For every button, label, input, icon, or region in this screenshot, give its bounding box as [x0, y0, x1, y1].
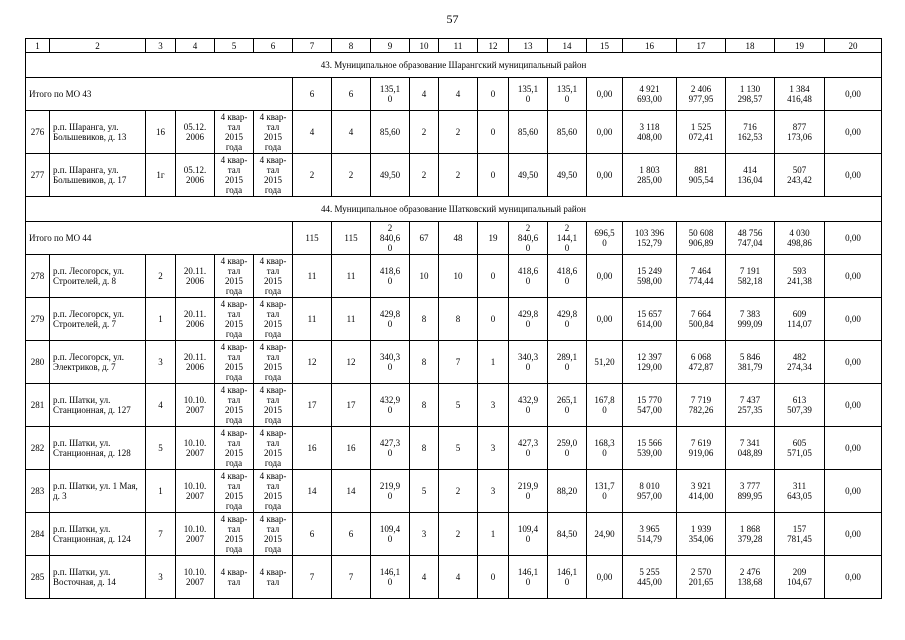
address-cell: р.п. Лесогорск, ул. Электриков, д. 7: [50, 341, 146, 384]
data-cell: 146,1 0: [371, 556, 410, 599]
column-number-cell: 2: [50, 39, 146, 53]
total-cell: 1 384 416,48: [775, 78, 825, 111]
data-cell: 4 квар- тал 2015 года: [215, 341, 254, 384]
data-cell: 3: [146, 556, 176, 599]
data-cell: 283: [26, 470, 50, 513]
data-cell: 10.10. 2007: [176, 384, 215, 427]
data-cell: 0,00: [825, 111, 882, 154]
data-cell: 10.10. 2007: [176, 470, 215, 513]
data-cell: 7 437 257,35: [726, 384, 775, 427]
column-number-cell: 13: [509, 39, 548, 53]
data-cell: 14: [293, 470, 332, 513]
data-cell: 16: [146, 111, 176, 154]
table-row: [26, 384, 882, 427]
total-cell: 0,00: [825, 78, 882, 111]
data-cell: 15 770 547,00: [623, 384, 677, 427]
total-cell: 19: [478, 222, 509, 255]
data-cell: 8: [410, 384, 439, 427]
data-cell: 2: [410, 111, 439, 154]
data-cell: 10.10. 2007: [176, 513, 215, 556]
data-cell: 3 921 414,00: [677, 470, 726, 513]
data-cell: 4 квар- тал 2015 года: [254, 255, 293, 298]
total-cell: 50 608 906,89: [677, 222, 726, 255]
data-cell: 16: [293, 427, 332, 470]
data-cell: 4 квар- тал 2015 года: [254, 384, 293, 427]
data-cell: 2 570 201,65: [677, 556, 726, 599]
data-cell: 0,00: [587, 111, 623, 154]
section-row: [26, 53, 882, 78]
data-cell: 11: [332, 255, 371, 298]
data-cell: 3: [478, 384, 509, 427]
data-cell: 605 571,05: [775, 427, 825, 470]
data-cell: 6: [293, 513, 332, 556]
data-cell: 1: [146, 298, 176, 341]
data-cell: 15 249 598,00: [623, 255, 677, 298]
data-cell: 4 квар- тал 2015 года: [215, 111, 254, 154]
data-cell: 05.12. 2006: [176, 111, 215, 154]
data-cell: 881 905,54: [677, 154, 726, 197]
data-cell: 7: [439, 341, 478, 384]
total-label: Итого по МО 43: [26, 78, 293, 111]
table-row: [26, 341, 882, 384]
total-cell: 48: [439, 222, 478, 255]
column-number-cell: 7: [293, 39, 332, 53]
data-cell: 1 525 072,41: [677, 111, 726, 154]
data-cell: 5: [439, 427, 478, 470]
data-cell: 0,00: [825, 298, 882, 341]
data-cell: 280: [26, 341, 50, 384]
data-cell: 4 квар- тал 2015 года: [215, 384, 254, 427]
data-cell: 340,3 0: [371, 341, 410, 384]
total-cell: 135,1 0: [371, 78, 410, 111]
data-cell: 3: [146, 341, 176, 384]
data-cell: 17: [293, 384, 332, 427]
total-cell: 4: [410, 78, 439, 111]
data-cell: 16: [332, 427, 371, 470]
data-cell: 1: [146, 470, 176, 513]
data-cell: 4 квар- тал 2015 года: [215, 427, 254, 470]
data-cell: 4 квар- тал 2015 года: [254, 341, 293, 384]
data-cell: 1 868 379,28: [726, 513, 775, 556]
total-cell: 4: [439, 78, 478, 111]
column-number-cell: 20: [825, 39, 882, 53]
data-cell: 276: [26, 111, 50, 154]
data-cell: 3: [478, 470, 509, 513]
data-cell: 1: [478, 341, 509, 384]
data-cell: 51,20: [587, 341, 623, 384]
data-cell: 12: [332, 341, 371, 384]
data-cell: 432,9 0: [509, 384, 548, 427]
total-cell: 2 840,6 0: [509, 222, 548, 255]
address-cell: р.п. Шатки, ул. Станционная, д. 128: [50, 427, 146, 470]
data-cell: 3 965 514,79: [623, 513, 677, 556]
data-cell: 2: [293, 154, 332, 197]
data-cell: 20.11. 2006: [176, 298, 215, 341]
data-cell: 8: [410, 341, 439, 384]
data-cell: 15 657 614,00: [623, 298, 677, 341]
column-number-cell: 18: [726, 39, 775, 53]
total-row: [26, 222, 882, 255]
data-cell: 507 243,42: [775, 154, 825, 197]
data-cell: 1 803 285,00: [623, 154, 677, 197]
data-cell: 146,1 0: [509, 556, 548, 599]
column-number-cell: 14: [548, 39, 587, 53]
data-cell: 5: [439, 384, 478, 427]
data-cell: 14: [332, 470, 371, 513]
address-cell: р.п. Лесогорск, ул. Строителей, д. 8: [50, 255, 146, 298]
total-cell: 2 406 977,95: [677, 78, 726, 111]
data-cell: 0,00: [825, 384, 882, 427]
data-cell: 0,00: [825, 427, 882, 470]
data-cell: 609 114,07: [775, 298, 825, 341]
data-cell: 1г: [146, 154, 176, 197]
column-number-cell: 6: [254, 39, 293, 53]
data-cell: 429,8 0: [371, 298, 410, 341]
total-cell: 48 756 747,04: [726, 222, 775, 255]
total-cell: 115: [332, 222, 371, 255]
data-cell: 429,8 0: [509, 298, 548, 341]
data-cell: 279: [26, 298, 50, 341]
data-cell: 7 719 782,26: [677, 384, 726, 427]
data-cell: 482 274,34: [775, 341, 825, 384]
data-cell: 3 777 899,95: [726, 470, 775, 513]
data-cell: 0,00: [587, 298, 623, 341]
data-cell: 716 162,53: [726, 111, 775, 154]
data-cell: 284: [26, 513, 50, 556]
column-number-cell: 17: [677, 39, 726, 53]
data-cell: 2: [410, 154, 439, 197]
total-label: Итого по МО 44: [26, 222, 293, 255]
data-cell: 418,6 0: [509, 255, 548, 298]
data-cell: 418,6 0: [371, 255, 410, 298]
data-cell: 85,60: [548, 111, 587, 154]
section-title: 43. Муниципальное образование Шарангский муниципальный район: [26, 53, 882, 78]
data-cell: 4: [332, 111, 371, 154]
table-row: [26, 427, 882, 470]
page-number: 57: [446, 12, 459, 26]
data-cell: 167,8 0: [587, 384, 623, 427]
data-cell: 7 341 048,89: [726, 427, 775, 470]
address-cell: р.п. Шаранга, ул. Большевиков, д. 17: [50, 154, 146, 197]
column-number-cell: 9: [371, 39, 410, 53]
data-cell: 1: [478, 513, 509, 556]
data-cell: 15 566 539,00: [623, 427, 677, 470]
data-cell: 109,4 0: [509, 513, 548, 556]
data-cell: 5: [410, 470, 439, 513]
address-cell: р.п. Шаранга, ул. Большевиков, д. 13: [50, 111, 146, 154]
total-cell: 6: [293, 78, 332, 111]
data-cell: 289,1 0: [548, 341, 587, 384]
data-cell: 0,00: [825, 556, 882, 599]
data-cell: 10: [410, 255, 439, 298]
data-cell: 24,90: [587, 513, 623, 556]
data-cell: 0,00: [587, 154, 623, 197]
data-cell: 265,1 0: [548, 384, 587, 427]
data-cell: 593 241,38: [775, 255, 825, 298]
data-cell: 219,9 0: [509, 470, 548, 513]
data-cell: 4 квар- тал: [254, 556, 293, 599]
total-cell: 4 030 498,86: [775, 222, 825, 255]
housing-register-table: [25, 38, 882, 599]
data-cell: 7: [293, 556, 332, 599]
data-cell: 4 квар- тал 2015 года: [254, 513, 293, 556]
address-cell: р.п. Шатки, ул. Станционная, д. 127: [50, 384, 146, 427]
data-cell: 8 010 957,00: [623, 470, 677, 513]
data-cell: 2: [439, 470, 478, 513]
address-cell: р.п. Шатки, ул. 1 Мая, д. 3: [50, 470, 146, 513]
data-cell: 131,7 0: [587, 470, 623, 513]
data-cell: 0,00: [825, 341, 882, 384]
data-cell: 2: [439, 513, 478, 556]
data-cell: 157 781,45: [775, 513, 825, 556]
data-cell: 8: [439, 298, 478, 341]
data-cell: 7: [332, 556, 371, 599]
data-cell: 2: [439, 154, 478, 197]
data-cell: 0,00: [587, 556, 623, 599]
data-cell: 4 квар- тал 2015 года: [215, 255, 254, 298]
data-cell: 85,60: [509, 111, 548, 154]
table-row: [26, 154, 882, 197]
table-row: [26, 111, 882, 154]
data-cell: 1 939 354,06: [677, 513, 726, 556]
column-number-cell: 16: [623, 39, 677, 53]
data-cell: 17: [332, 384, 371, 427]
data-cell: 0,00: [587, 255, 623, 298]
data-cell: 4 квар- тал 2015 года: [215, 154, 254, 197]
data-cell: 311 643,05: [775, 470, 825, 513]
data-cell: 11: [293, 298, 332, 341]
data-cell: 0,00: [825, 513, 882, 556]
data-cell: 20.11. 2006: [176, 341, 215, 384]
data-cell: 4 квар- тал 2015 года: [254, 154, 293, 197]
data-cell: 427,3 0: [509, 427, 548, 470]
data-cell: 5 255 445,00: [623, 556, 677, 599]
data-cell: 11: [293, 255, 332, 298]
total-cell: 4 921 693,00: [623, 78, 677, 111]
table-row: [26, 255, 882, 298]
column-number-cell: 11: [439, 39, 478, 53]
data-cell: 2: [146, 255, 176, 298]
data-cell: 4 квар- тал 2015 года: [254, 470, 293, 513]
column-number-cell: 15: [587, 39, 623, 53]
table-row: [26, 556, 882, 599]
data-cell: 3 118 408,00: [623, 111, 677, 154]
data-cell: 0,00: [825, 470, 882, 513]
data-cell: 3: [410, 513, 439, 556]
data-cell: 8: [410, 298, 439, 341]
column-number-cell: 5: [215, 39, 254, 53]
data-cell: 209 104,67: [775, 556, 825, 599]
total-cell: 696,5 0: [587, 222, 623, 255]
data-cell: 146,1 0: [548, 556, 587, 599]
data-cell: 4 квар- тал 2015 года: [215, 470, 254, 513]
data-cell: 0: [478, 298, 509, 341]
data-cell: 05.12. 2006: [176, 154, 215, 197]
column-number-cell: 3: [146, 39, 176, 53]
column-number-cell: 8: [332, 39, 371, 53]
data-cell: 4: [293, 111, 332, 154]
data-cell: 285: [26, 556, 50, 599]
total-cell: 1 130 298,57: [726, 78, 775, 111]
data-cell: 7 191 582,18: [726, 255, 775, 298]
data-cell: 418,6 0: [548, 255, 587, 298]
data-cell: 277: [26, 154, 50, 197]
data-cell: 3: [478, 427, 509, 470]
data-cell: 7 383 999,09: [726, 298, 775, 341]
data-cell: 259,0 0: [548, 427, 587, 470]
data-cell: 11: [332, 298, 371, 341]
data-cell: 49,50: [509, 154, 548, 197]
data-cell: 10.10. 2007: [176, 556, 215, 599]
data-cell: 12: [293, 341, 332, 384]
data-cell: 4 квар- тал: [215, 556, 254, 599]
data-cell: 429,8 0: [548, 298, 587, 341]
table-row: [26, 298, 882, 341]
data-cell: 4: [146, 384, 176, 427]
data-cell: 10: [439, 255, 478, 298]
data-cell: 5 846 381,79: [726, 341, 775, 384]
total-cell: 67: [410, 222, 439, 255]
total-cell: 103 396 152,79: [623, 222, 677, 255]
data-cell: 2: [332, 154, 371, 197]
data-cell: 4: [410, 556, 439, 599]
data-cell: 109,4 0: [371, 513, 410, 556]
total-cell: 0: [478, 78, 509, 111]
column-number-cell: 1: [26, 39, 50, 53]
data-cell: 85,60: [371, 111, 410, 154]
data-cell: 5: [146, 427, 176, 470]
data-cell: 0,00: [825, 154, 882, 197]
total-cell: 0,00: [825, 222, 882, 255]
data-cell: 4 квар- тал 2015 года: [254, 111, 293, 154]
data-cell: 427,3 0: [371, 427, 410, 470]
column-number-cell: 12: [478, 39, 509, 53]
section-row: [26, 197, 882, 222]
data-cell: 7 464 774,44: [677, 255, 726, 298]
total-cell: 2 840,6 0: [371, 222, 410, 255]
data-cell: 0: [478, 111, 509, 154]
total-cell: 135,1 0: [509, 78, 548, 111]
data-cell: 613 507,39: [775, 384, 825, 427]
data-cell: 6: [332, 513, 371, 556]
data-cell: 877 173,06: [775, 111, 825, 154]
data-cell: 12 397 129,00: [623, 341, 677, 384]
table-row: [26, 470, 882, 513]
data-cell: 0: [478, 255, 509, 298]
data-cell: 6 068 472,87: [677, 341, 726, 384]
data-cell: 4 квар- тал 2015 года: [215, 513, 254, 556]
data-cell: 278: [26, 255, 50, 298]
address-cell: р.п. Шатки, ул. Станционная, д. 124: [50, 513, 146, 556]
data-cell: 281: [26, 384, 50, 427]
table-row: [26, 513, 882, 556]
data-cell: 7 619 919,06: [677, 427, 726, 470]
data-cell: 2: [439, 111, 478, 154]
total-row: [26, 78, 882, 111]
data-cell: 414 136,04: [726, 154, 775, 197]
total-cell: 2 144,1 0: [548, 222, 587, 255]
total-cell: 0,00: [587, 78, 623, 111]
data-cell: 7 664 500,84: [677, 298, 726, 341]
data-cell: 4 квар- тал 2015 года: [215, 298, 254, 341]
section-title: 44. Муниципальное образование Шатковский муниципальный район: [26, 197, 882, 222]
table-body: [26, 39, 882, 599]
total-cell: 135,1 0: [548, 78, 587, 111]
data-cell: 0,00: [825, 255, 882, 298]
data-cell: 432,9 0: [371, 384, 410, 427]
data-cell: 88,20: [548, 470, 587, 513]
data-cell: 7: [146, 513, 176, 556]
data-cell: 20.11. 2006: [176, 255, 215, 298]
column-number-row: [26, 39, 882, 53]
data-cell: 10.10. 2007: [176, 427, 215, 470]
total-cell: 6: [332, 78, 371, 111]
data-cell: 0: [478, 556, 509, 599]
data-cell: 0: [478, 154, 509, 197]
data-cell: 49,50: [371, 154, 410, 197]
column-number-cell: 10: [410, 39, 439, 53]
column-number-cell: 4: [176, 39, 215, 53]
data-cell: 282: [26, 427, 50, 470]
data-cell: 4 квар- тал 2015 года: [254, 298, 293, 341]
data-cell: 340,3 0: [509, 341, 548, 384]
data-cell: 4 квар- тал 2015 года: [254, 427, 293, 470]
address-cell: р.п. Шатки, ул. Восточная, д. 14: [50, 556, 146, 599]
data-cell: 84,50: [548, 513, 587, 556]
data-cell: 8: [410, 427, 439, 470]
data-cell: 4: [439, 556, 478, 599]
data-cell: 49,50: [548, 154, 587, 197]
address-cell: р.п. Лесогорск, ул. Строителей, д. 7: [50, 298, 146, 341]
data-cell: 168,3 0: [587, 427, 623, 470]
total-cell: 115: [293, 222, 332, 255]
column-number-cell: 19: [775, 39, 825, 53]
data-cell: 219,9 0: [371, 470, 410, 513]
data-cell: 2 476 138,68: [726, 556, 775, 599]
